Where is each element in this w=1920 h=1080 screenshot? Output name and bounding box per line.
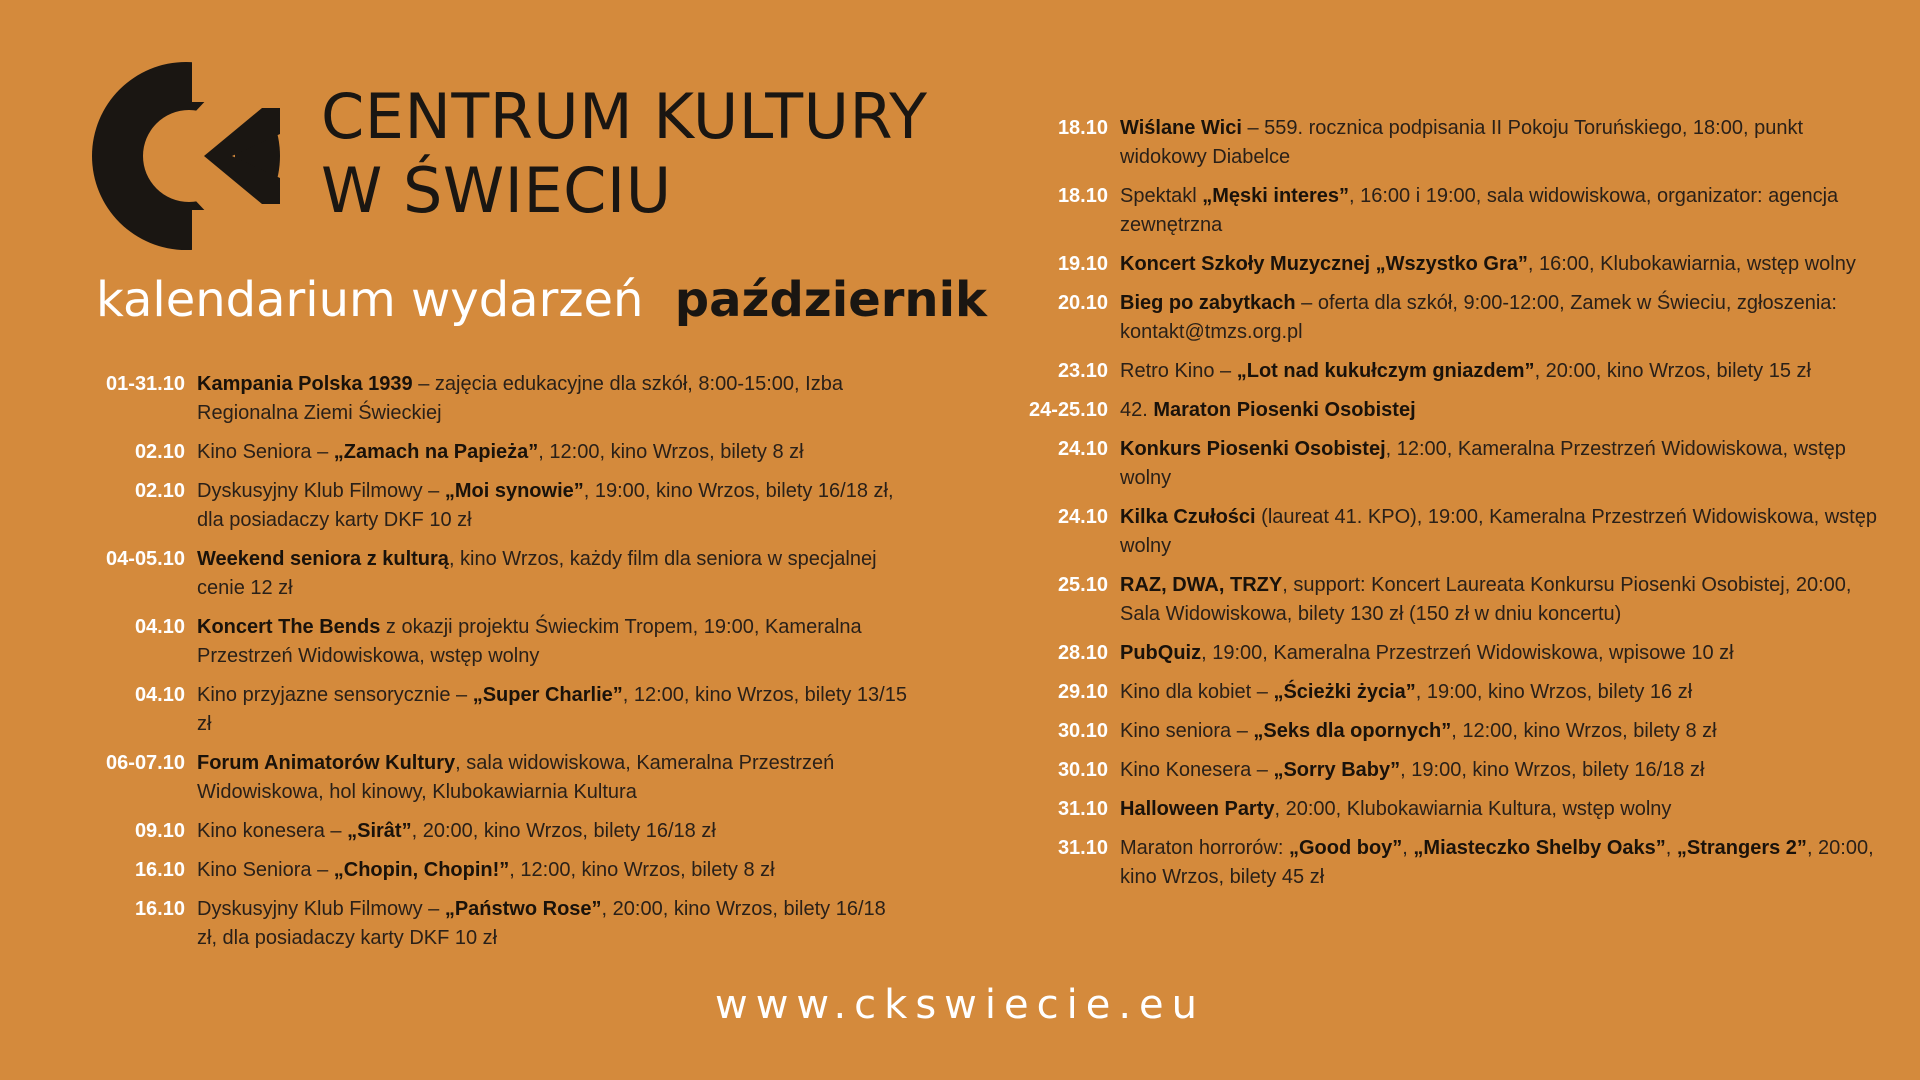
event-date: 25.10 <box>1057 574 1108 596</box>
event-date: 01-31.10 <box>106 373 185 395</box>
subtitle-text: kalendarium wydarzeń <box>96 272 644 328</box>
event-date: 20.10 <box>1057 292 1108 314</box>
event-item <box>1000 114 1880 172</box>
event-date: 24.10 <box>1057 438 1108 460</box>
event-date: 31.10 <box>1057 837 1108 859</box>
event-description: Kino Konesera – „Sorry Baby”, 19:00, kino Wrzos, bilety 16/18 zł <box>1120 759 1705 781</box>
event-date: 16.10 <box>134 898 185 920</box>
event-date: 09.10 <box>134 820 185 842</box>
event-description: PubQuiz, 19:00, Kameralna Przestrzeń Widowiskowa, wpisowe 10 zł <box>1120 642 1734 664</box>
event-item <box>1000 289 1880 347</box>
event-description: Spektakl „Męski interes”, 16:00 i 19:00, sala widowiskowa, organizator: agencja zewnętrzna <box>1120 185 1839 236</box>
event-date: 29.10 <box>1057 681 1108 703</box>
month-label: październik <box>674 272 987 328</box>
event-description: Weekend seniora z kulturą, kino Wrzos, każdy film dla seniora w specjalnej cenie 12 zł <box>197 548 877 599</box>
event-item <box>80 817 910 846</box>
event-item <box>1000 571 1880 629</box>
event-item <box>1000 639 1880 668</box>
event-date: 16.10 <box>134 859 185 881</box>
event-description: Bieg po zabytkach – oferta dla szkół, 9:00-12:00, Zamek w Świeciu, zgłoszenia: kontakt@tmzs.org.pl <box>1120 292 1837 343</box>
event-description: RAZ, DWA, TRZY, support: Koncert Laureata Konkursu Piosenki Osobistej, 20:00, Sala Widowiskowa, bilety 130 zł (150 zł w dniu koncertu) <box>1120 574 1852 625</box>
event-item <box>80 895 910 953</box>
event-description: Kino przyjazne sensorycznie – „Super Charlie”, 12:00, kino Wrzos, bilety 13/15 zł <box>197 684 907 735</box>
event-item <box>1000 756 1880 785</box>
event-description: Wiślane Wici – 559. rocznica podpisania II Pokoju Toruńskiego, 18:00, punkt widokowy Diabelce <box>1120 117 1804 168</box>
events-left-column <box>80 370 910 963</box>
event-item <box>1000 503 1880 561</box>
event-description: Retro Kino – „Lot nad kukułczym gniazdem”, 20:00, kino Wrzos, bilety 15 zł <box>1120 360 1811 382</box>
org-name-line1: CENTRUM KULTURY <box>321 80 928 153</box>
event-item <box>1000 678 1880 707</box>
event-date: 19.10 <box>1057 253 1108 275</box>
event-date: 30.10 <box>1057 759 1108 781</box>
event-item <box>80 681 910 739</box>
event-date: 24-25.10 <box>1029 399 1108 421</box>
event-description: Maraton horrorów: „Good boy”, „Miasteczko Shelby Oaks”, „Strangers 2”, 20:00, kino Wrzos, bilety 45 zł <box>1120 837 1874 888</box>
event-description: Kino dla kobiet – „Ścieżki życia”, 19:00, kino Wrzos, bilety 16 zł <box>1120 681 1693 703</box>
event-item <box>1000 357 1880 386</box>
event-description: Dyskusyjny Klub Filmowy – „Państwo Rose”, 20:00, kino Wrzos, bilety 16/18 zł, dla posiadaczy karty DKF 10 zł <box>197 898 886 949</box>
event-item <box>1000 250 1880 279</box>
event-item <box>1000 396 1880 425</box>
event-date: 02.10 <box>134 441 185 463</box>
event-date: 06-07.10 <box>106 752 185 774</box>
page-title <box>96 272 987 328</box>
event-description: Kino konesera – „Sirât”, 20:00, kino Wrzos, bilety 16/18 zł <box>197 820 716 842</box>
event-item <box>1000 182 1880 240</box>
event-description: 42. Maraton Piosenki Osobistej <box>1120 399 1416 421</box>
event-date: 28.10 <box>1057 642 1108 664</box>
ck-logo <box>92 62 280 250</box>
event-item <box>80 545 910 603</box>
event-description: Konkurs Piosenki Osobistej, 12:00, Kameralna Przestrzeń Widowiskowa, wstęp wolny <box>1120 438 1846 489</box>
event-item <box>1000 834 1880 892</box>
event-description: Kino Seniora – „Chopin, Chopin!”, 12:00, kino Wrzos, bilety 8 zł <box>197 859 775 881</box>
website-link[interactable]: www.ckswiecie.eu <box>714 982 1205 1028</box>
event-item <box>80 856 910 885</box>
event-date: 04-05.10 <box>106 548 185 570</box>
event-description: Forum Animatorów Kultury, sala widowiskowa, Kameralna Przestrzeń Widowiskowa, hol kinowy, Klubokawiarnia Kultura <box>197 752 835 803</box>
event-date: 24.10 <box>1057 506 1108 528</box>
event-description: Kilka Czułości (laureat 41. KPO), 19:00, Kameralna Przestrzeń Widowiskowa, wstęp wolny <box>1120 506 1877 557</box>
event-date: 18.10 <box>1057 185 1108 207</box>
event-item <box>80 613 910 671</box>
event-item <box>80 370 910 428</box>
event-description: Dyskusyjny Klub Filmowy – „Moi synowie”, 19:00, kino Wrzos, bilety 16/18 zł, dla posiadaczy karty DKF 10 zł <box>197 480 894 531</box>
events-right-column <box>1000 114 1880 902</box>
event-item <box>80 477 910 535</box>
event-item <box>1000 717 1880 746</box>
event-description: Kampania Polska 1939 – zajęcia edukacyjne dla szkół, 8:00-15:00, Izba Regionalna Ziemi Świeckiej <box>197 373 843 424</box>
event-date: 02.10 <box>134 480 185 502</box>
event-item <box>1000 795 1880 824</box>
event-date: 04.10 <box>134 616 185 638</box>
event-date: 18.10 <box>1057 117 1108 139</box>
event-item <box>1000 435 1880 493</box>
event-date: 04.10 <box>134 684 185 706</box>
event-description: Halloween Party, 20:00, Klubokawiarnia Kultura, wstęp wolny <box>1120 798 1672 820</box>
event-description: Kino Seniora – „Zamach na Papieża”, 12:00, kino Wrzos, bilety 8 zł <box>197 441 804 463</box>
event-description: Koncert The Bends z okazji projektu Świeckim Tropem, 19:00, Kameralna Przestrzeń Widowiskowa, wstęp wolny <box>197 616 862 667</box>
event-item <box>80 438 910 467</box>
event-description: Kino seniora – „Seks dla opornych”, 12:00, kino Wrzos, bilety 8 zł <box>1120 720 1717 742</box>
event-date: 30.10 <box>1057 720 1108 742</box>
org-name <box>321 80 928 228</box>
event-description: Koncert Szkoły Muzycznej „Wszystko Gra”, 16:00, Klubokawiarnia, wstęp wolny <box>1120 253 1856 275</box>
org-name-line2: W ŚWIECIU <box>321 154 672 227</box>
event-date: 31.10 <box>1057 798 1108 820</box>
event-date: 23.10 <box>1057 360 1108 382</box>
event-item <box>80 749 910 807</box>
